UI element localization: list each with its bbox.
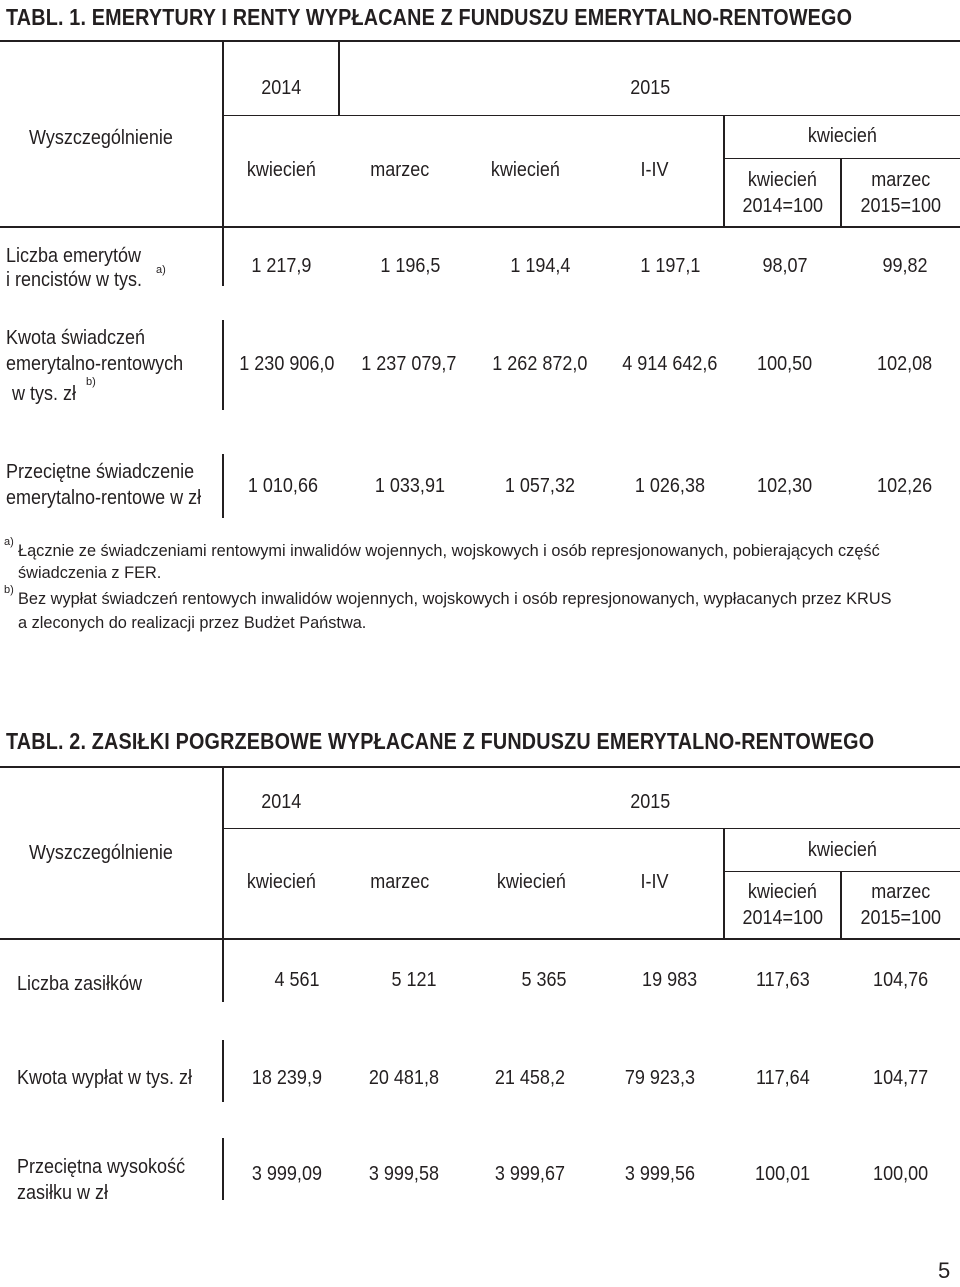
table1-row2-cell: 1 230 906,0 xyxy=(239,353,335,375)
table1-year-rule xyxy=(224,115,960,116)
table1-row1-cell: 1 196,5 xyxy=(379,255,441,277)
footnote-a-line2: świadczenia z FER. xyxy=(18,563,162,582)
table2-body-divider-1 xyxy=(222,940,224,1002)
table1-row1-label-line1: Liczba emerytów xyxy=(6,245,142,267)
table1-col-kwiecien-2014: kwiecień xyxy=(246,159,316,181)
table1-row1-cell: 99,82 xyxy=(882,255,928,277)
table2-row3-label-line2: zasiłku w zł xyxy=(17,1182,109,1204)
table1-row2-cell: 4 914 642,6 xyxy=(622,353,718,375)
table1-row2-label-line3: w tys. zł xyxy=(12,383,77,405)
table1-row3-cell: 1 057,32 xyxy=(504,475,576,497)
table2-header-rule xyxy=(0,938,960,940)
table1-year-2014: 2014 xyxy=(260,77,302,99)
table1-row2-label-line2: emerytalno-rentowych xyxy=(6,353,184,375)
table1-row3-label-line2: emerytalno-rentowe w zł xyxy=(6,487,202,509)
table1-row3-cell: 102,26 xyxy=(877,475,933,497)
table2-stub-header: Wyszczególnienie xyxy=(29,842,173,864)
table2-col-kwiecien-2014: kwiecień xyxy=(246,871,316,893)
table2-top-rule xyxy=(0,766,960,768)
table1-row3-cell: 1 010,66 xyxy=(247,475,319,497)
table2-index-group: kwiecień xyxy=(807,839,878,861)
table2-row2-cell: 20 481,8 xyxy=(368,1067,440,1089)
table2-year-rule xyxy=(224,828,960,829)
table2-row3-cell: 3 999,56 xyxy=(624,1163,696,1185)
table1-row2-cell: 100,50 xyxy=(757,353,813,375)
table1-row2-cell: 102,08 xyxy=(877,353,933,375)
table2-row2-label: Kwota wypłat w tys. zł xyxy=(17,1067,193,1089)
table2-body-divider-3 xyxy=(222,1138,224,1200)
footnote-a-mark: a) xyxy=(4,536,14,548)
table2-row3-cell: 3 999,09 xyxy=(251,1163,323,1185)
table1-index-group: kwiecień xyxy=(807,125,878,147)
table1-row3-label-line1: Przeciętne świadczenie xyxy=(6,461,195,483)
table1-index1-line1: kwiecień xyxy=(747,169,818,191)
table1-header-rule xyxy=(0,226,960,228)
table1-col-i-iv: I-IV xyxy=(640,159,670,181)
table2-index1-line1: kwiecień xyxy=(747,881,818,903)
table2-row1-label: Liczba zasiłków xyxy=(17,973,143,995)
table2-body-divider-2 xyxy=(222,1040,224,1102)
table2-row2-cell: 79 923,3 xyxy=(624,1067,696,1089)
table1-row3-cell: 1 026,38 xyxy=(634,475,706,497)
table1-index2-line1: marzec xyxy=(871,169,931,191)
page-number: 5 xyxy=(938,1258,951,1283)
table2-index-rule xyxy=(725,871,960,872)
table2-index1-line2: 2014=100 xyxy=(742,907,823,929)
table1-row1-label-line2: i rencistów w tys. xyxy=(6,269,143,291)
footnote-a-line1: Łącznie ze świadczeniami rentowymi inwalidów wojennych, wojskowych i osób represjonowanych, pobierających część xyxy=(18,541,880,560)
table2-year-2014: 2014 xyxy=(260,791,302,813)
table2-row1-cell: 19 983 xyxy=(642,969,698,991)
table1-row1-cell: 98,07 xyxy=(762,255,808,277)
footnote-b-line1: Bez wypłat świadczeń rentowych inwalidów wojennych, wojskowych i osób represjonowanych, wypłacanych przez KRUS xyxy=(18,589,892,608)
table1-row3-cell: 1 033,91 xyxy=(374,475,446,497)
table2-row1-cell: 4 561 xyxy=(274,969,320,991)
table2-index2-line2: 2015=100 xyxy=(860,907,942,929)
table2-row2-cell: 18 239,9 xyxy=(251,1067,323,1089)
table2-col-i-iv: I-IV xyxy=(640,871,670,893)
table1-row2-footnote-mark: b) xyxy=(86,376,96,388)
footnote-b-mark: b) xyxy=(4,584,14,596)
table2-row3-cell: 3 999,67 xyxy=(494,1163,566,1185)
table2-row3-cell: 100,00 xyxy=(873,1163,929,1185)
table1-stub-divider xyxy=(222,40,224,226)
table2-row2-cell: 21 458,2 xyxy=(494,1067,566,1089)
table2-row3-label-line1: Przeciętna wysokość xyxy=(17,1156,186,1178)
table2-row3-cell: 100,01 xyxy=(754,1163,811,1185)
table2-row1-cell: 117,63 xyxy=(755,969,810,991)
table2-row1-cell: 5 121 xyxy=(391,969,437,991)
table1-row2-label-line1: Kwota świadczeń xyxy=(6,327,146,349)
table1-row1-cell: 1 194,4 xyxy=(509,255,571,277)
table1-index-rule xyxy=(725,158,960,159)
table1-col-kwiecien-2015: kwiecień xyxy=(490,159,560,181)
table1-col-marzec: marzec xyxy=(370,159,430,181)
table1-title: TABL. 1. EMERYTURY I RENTY WYPŁACANE Z FUNDUSZU EMERYTALNO-RENTOWEGO xyxy=(6,4,853,30)
table1-row2-cell: 1 262 872,0 xyxy=(492,353,588,375)
table1-row1-footnote-mark: a) xyxy=(156,264,166,276)
table2-year-2015: 2015 xyxy=(629,791,671,813)
table2-row2-cell: 104,77 xyxy=(873,1067,929,1089)
footnote-b-line2: a zleconych do realizacji przez Budżet Państwa. xyxy=(18,613,367,632)
table1-index1-line2: 2014=100 xyxy=(742,195,823,217)
table1-row1-cell: 1 197,1 xyxy=(639,255,701,277)
table2-row2-cell: 117,64 xyxy=(755,1067,810,1089)
table2-col-kwiecien-2015: kwiecień xyxy=(496,871,566,893)
table1-stub-header: Wyszczególnienie xyxy=(29,127,173,149)
table1-row2-cell: 1 237 079,7 xyxy=(361,353,457,375)
table1-row3-cell: 102,30 xyxy=(757,475,813,497)
table1-year-2015: 2015 xyxy=(629,77,671,99)
table2-row1-cell: 104,76 xyxy=(873,969,929,991)
table2-index2-line1: marzec xyxy=(871,881,931,903)
table1-row1-cell: 1 217,9 xyxy=(250,255,312,277)
table1-top-rule xyxy=(0,40,960,42)
table2-title: TABL. 2. ZASIŁKI POGRZEBOWE WYPŁACANE Z FUNDUSZU EMERYTALNO-RENTOWEGO xyxy=(6,728,875,754)
table2-row1-cell: 5 365 xyxy=(521,969,567,991)
table1-index2-line2: 2015=100 xyxy=(860,195,942,217)
table2-col-marzec: marzec xyxy=(370,871,430,893)
table2-row3-cell: 3 999,58 xyxy=(368,1163,440,1185)
